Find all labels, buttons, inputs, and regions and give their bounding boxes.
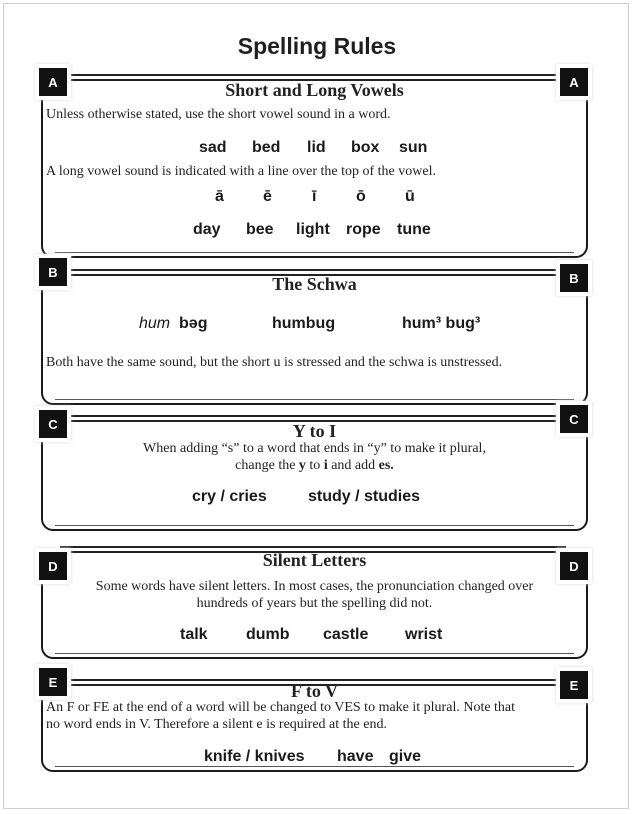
e-example: give xyxy=(389,748,422,765)
section-e-badge-left: E xyxy=(39,668,67,696)
section-d-heading: Silent Letters xyxy=(262,550,367,570)
short-word: lid xyxy=(307,139,326,156)
e-example: have xyxy=(337,748,374,765)
long-vowel: ē xyxy=(263,188,272,205)
long-word: light xyxy=(296,221,330,238)
c-text: to xyxy=(305,458,324,473)
section-b-badge-left: B xyxy=(39,258,67,286)
schwa-hum: hum xyxy=(139,315,171,332)
section-c-line2 xyxy=(41,457,588,474)
section-d-badge-right: D xyxy=(560,552,588,580)
section-b-text: Both have the same sound, but the short u is stressed and the schwa is unstressed. xyxy=(46,355,503,370)
long-word: day xyxy=(193,221,221,238)
section-a-text2: A long vowel sound is indicated with a line over the top of the vowel. xyxy=(46,164,436,179)
schwa-marked: hum³ bug³ xyxy=(402,315,481,332)
schwa-humbug: humbug xyxy=(272,315,336,332)
section-e-line2: no word ends in V. Therefore a silent e is required at the end. xyxy=(46,717,387,732)
short-word: bed xyxy=(252,139,281,156)
section-d-badge-left: D xyxy=(39,552,67,580)
section-e-heading: F to V xyxy=(291,681,338,701)
long-vowel: ū xyxy=(405,188,415,205)
short-word: sad xyxy=(199,139,227,156)
silent-word: talk xyxy=(180,626,208,643)
short-word: sun xyxy=(399,139,428,156)
schwa-bug: bəg xyxy=(179,315,208,332)
page-title: Spelling Rules xyxy=(237,33,397,59)
long-vowel: ī xyxy=(312,188,317,205)
long-vowel: ō xyxy=(356,188,366,205)
c-y: y xyxy=(298,458,306,473)
section-a-text1: Unless otherwise stated, use the short vowel sound in a word. xyxy=(46,107,391,122)
section-a-badge-right: A xyxy=(560,68,588,96)
long-word: rope xyxy=(346,221,381,238)
c-example: study / studies xyxy=(308,488,421,505)
e-example: knife / knives xyxy=(204,748,305,765)
section-c-badge-left: C xyxy=(39,410,67,438)
c-text: change the xyxy=(235,458,299,473)
silent-word: dumb xyxy=(246,626,290,643)
long-word: tune xyxy=(397,221,431,238)
c-es: es. xyxy=(378,458,394,473)
section-a-heading: Short and Long Vowels xyxy=(225,80,404,100)
schwa-example xyxy=(139,315,207,333)
silent-word: castle xyxy=(323,626,369,643)
long-vowel: ā xyxy=(215,188,224,205)
long-word: bee xyxy=(246,221,274,238)
short-word: box xyxy=(351,139,380,156)
section-c-line1: When adding “s” to a word that ends in “y” to make it plural, xyxy=(143,441,486,456)
section-d-line2: hundreds of years but the spelling did not. xyxy=(196,596,433,611)
c-text: and add xyxy=(327,458,379,473)
c-i: i xyxy=(323,458,328,473)
section-e-badge-right: E xyxy=(560,671,588,699)
section-a-badge-left: A xyxy=(39,68,67,96)
c-example: cry / cries xyxy=(192,488,267,505)
silent-word: wrist xyxy=(405,626,443,643)
section-b-heading: The Schwa xyxy=(272,274,357,294)
section-c-heading: Y to I xyxy=(292,421,337,441)
section-e-line1: An F or FE at the end of a word will be changed to VES to make it plural. Note that xyxy=(46,700,516,715)
section-d-line1: Some words have silent letters. In most cases, the pronunciation changed over xyxy=(95,579,534,594)
section-c-badge-right: C xyxy=(560,405,588,433)
section-b-badge-right: B xyxy=(560,264,588,292)
